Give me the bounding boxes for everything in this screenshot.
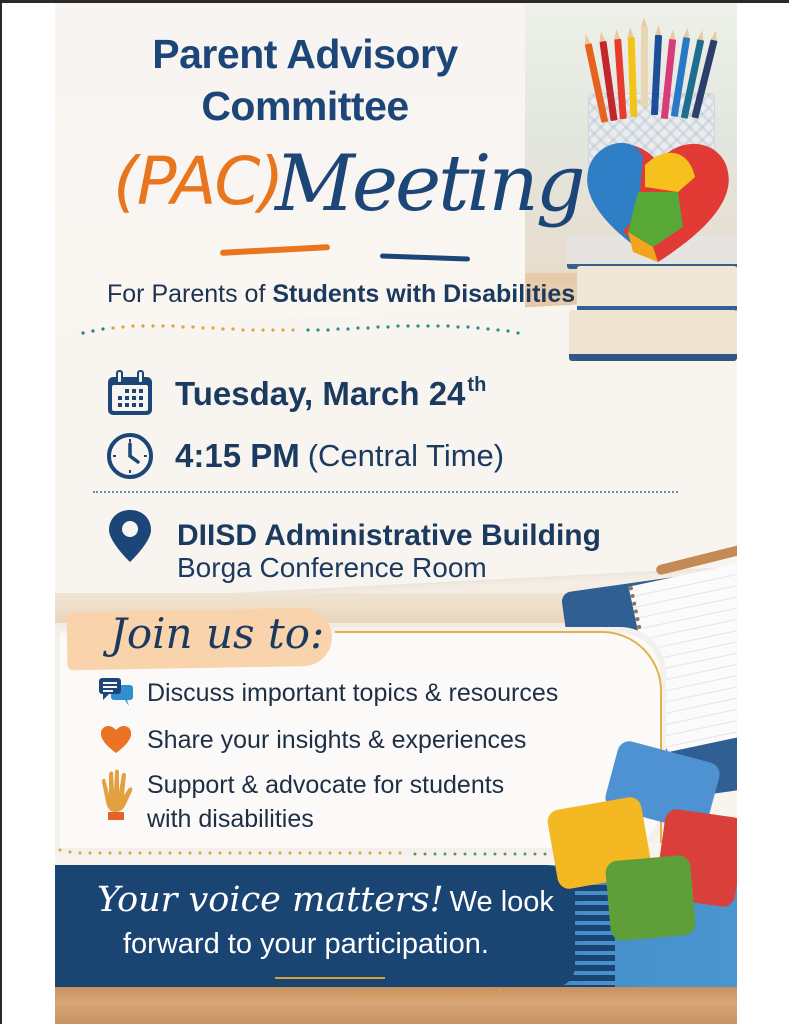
bullet-share	[97, 723, 526, 757]
subtitle	[107, 280, 575, 309]
time-zone: (Central Time)	[307, 438, 505, 473]
date-row	[105, 369, 486, 417]
calendar-icon	[105, 369, 155, 417]
blue-underline	[380, 253, 470, 261]
closing-we-look: We look	[449, 886, 554, 918]
dotted-divider-top	[73, 321, 543, 335]
closing-line-2: forward to your participation.	[123, 928, 489, 960]
time-row	[105, 431, 504, 481]
meeting-time: 4:15 PM	[175, 437, 300, 474]
raised-hand-icon	[98, 768, 134, 824]
title-line-2: Committee	[201, 83, 409, 129]
dotted-accent-bottom	[355, 988, 515, 1000]
dotted-separator	[93, 491, 678, 493]
bullet-text: Support & advocate for students	[147, 771, 505, 799]
subtitle-prefix: For Parents of	[107, 280, 273, 308]
flyer-poster	[55, 3, 737, 1024]
map-pin-icon	[105, 508, 155, 564]
heart-icon	[99, 723, 133, 755]
gold-underline	[275, 977, 385, 979]
meeting-date	[175, 374, 486, 413]
location-building: DIISD Administrative Building	[177, 519, 601, 552]
bullet-text: Discuss important topics & resources	[147, 679, 559, 707]
title-pac: (PAC)	[113, 143, 283, 220]
bullet-discuss	[97, 676, 558, 710]
join-heading: Join us to:	[110, 609, 325, 658]
chat-bubbles-icon	[97, 676, 135, 708]
bullet-text: Share your insights & experiences	[147, 726, 527, 754]
title-meeting: Meeting	[275, 139, 583, 229]
bullet-text-block	[147, 768, 504, 836]
date-text: Tuesday, March 24	[175, 374, 466, 412]
subtitle-bold: Students with Disabilities	[272, 280, 576, 308]
bullet-support	[97, 768, 504, 836]
dotted-divider-bottom	[55, 848, 595, 858]
date-suffix: th	[467, 373, 487, 396]
orange-underline	[220, 244, 330, 256]
title-line-1: Parent Advisory	[152, 31, 458, 77]
puzzle-heart-image	[583, 137, 733, 267]
location-room: Borga Conference Room	[177, 552, 487, 583]
left-border	[0, 0, 2, 1024]
closing-line-1	[97, 880, 554, 920]
bullet-text-cont: with disabilities	[147, 805, 314, 833]
closing-script: Your voice matters!	[97, 880, 444, 920]
clock-icon	[105, 431, 155, 481]
